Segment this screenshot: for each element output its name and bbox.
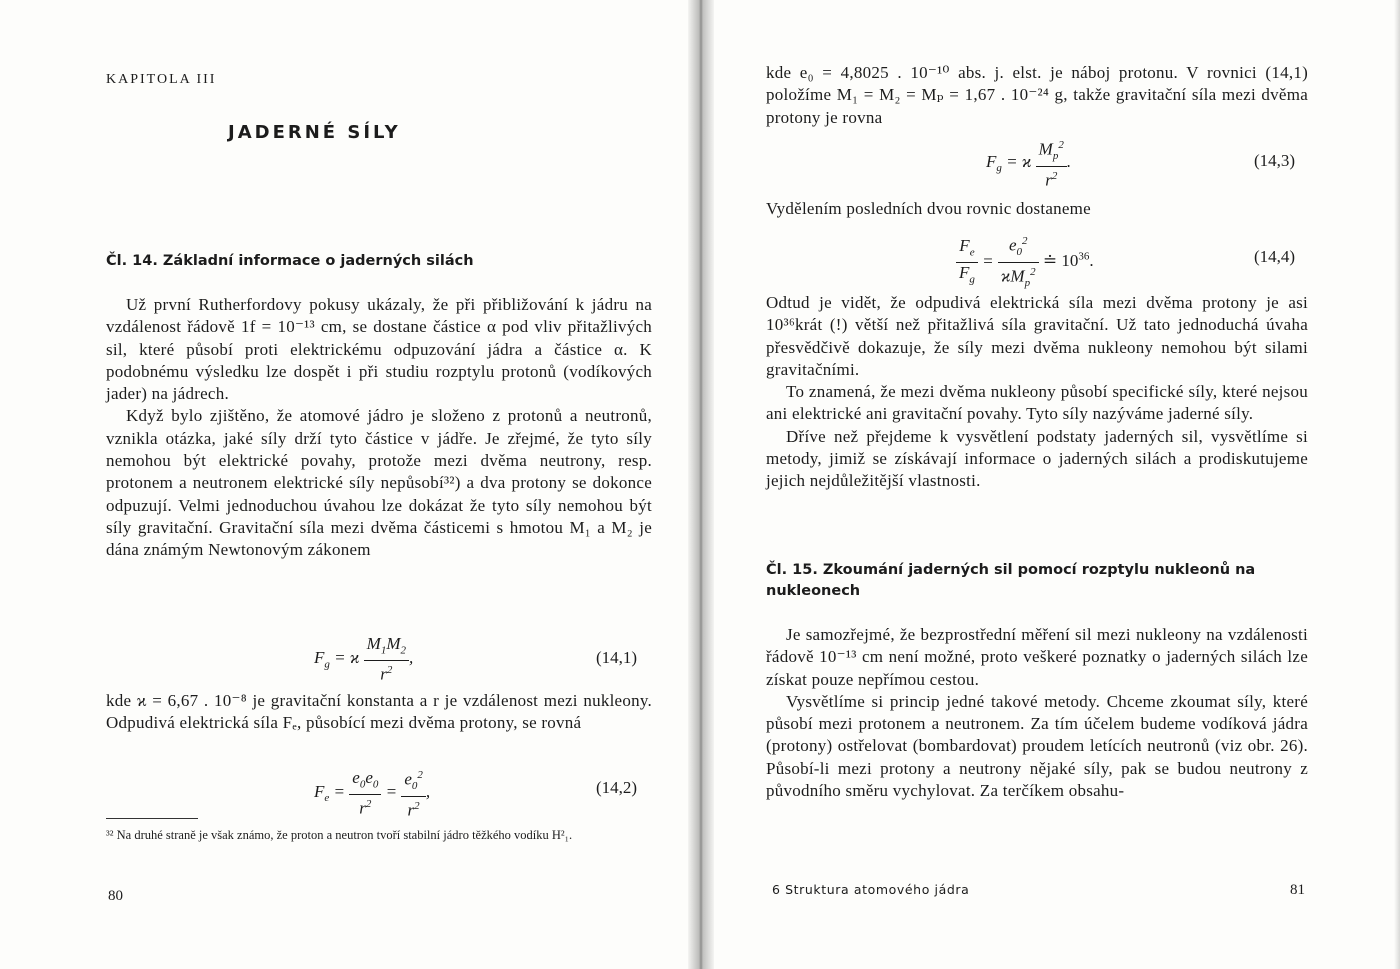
paragraph: Už první Rutherfordovy pokusy ukázaly, že při přibližování k jádru na vzdálenost řádově 1f = 10⁻¹³ cm, se dostane částice α pod vliv přitažlivých sil, které působí proti elektrickému odpuzování jádra a částice α. K podobnému výsledku lze dospět i při studiu rozptylu protonů (vodíkových jader) na jádrech. (106, 295, 652, 404)
paragraph: kde e₀ = 4,8025 . 10⁻¹⁰ abs. j. elst. je náboj protonu. V rovnici (14,1) položíme M₁ = M₂ = Mₚ = 1,67 . 10⁻²⁴ g, takže gravitační síla mezi dvěma protony je rovna (766, 63, 1308, 127)
page-edge-shadow (1394, 0, 1400, 969)
equation-14-4: $\frac{F_e}{F_g}$ = $\frac{e_0^2}{ϰM_p^2}$ ≐ $10^{36}$. (956, 232, 1094, 293)
paragraph: Vydělením posledních dvou rovnic dostaneme (766, 199, 1091, 218)
paragraph: Vysvětlíme si princip jedné takové metody. Chceme zkoumat síly, které působí mezi protonem a neutronem. Za tím účelem budeme vodíková jádra (protony) ostřelovat (bombardovat) proudem letících neutronů (viz obr. 26). Působí-li mezi protony a neutrony nějaké síly, pak se budou neutrony z původního směru vychylovat. Za terčíkem obsahu- (766, 691, 1308, 801)
book-gutter (688, 0, 714, 969)
section-heading-15: Čl. 15. Zkoumání jaderných sil pomocí rozptylu nukleonů na nukleonech (766, 562, 1256, 599)
right-page (700, 0, 1400, 969)
chapter-label: KAPITOLA III (106, 72, 217, 87)
left-text-block-1 (106, 294, 652, 562)
right-text-block-3 (766, 292, 1308, 493)
equation-14-2: $F_e$ = $\frac{e_0e_0}{r^2}$ = $\frac{e_0^2}{r^2}$ , (314, 767, 431, 820)
equation-number: (14,2) (596, 778, 638, 797)
section-heading-14: Čl. 14. Základní informace o jaderných silách (106, 253, 474, 269)
footnote: ³² Na druhé straně je však známo, že proton a neutron tvoří stabilní jádro těžkého vodíku H²₁. (106, 828, 573, 842)
right-text-block-2 (766, 198, 1308, 220)
equation-number: (14,1) (596, 648, 638, 667)
footnote-divider (106, 818, 198, 819)
page-number: 81 (1290, 882, 1305, 898)
paragraph: To znamená, že mezi dvěma nukleony působí specifické síly, které nejsou ani elektrické ani gravitační povahy. Tyto síly nazýváme jaderné síly. (766, 382, 1308, 424)
right-text-block-1 (766, 62, 1308, 129)
left-text-block-2 (106, 690, 652, 735)
paragraph: kde ϰ = 6,67 . 10⁻⁸ je gravitační konstanta a r je vzdálenost mezi nukleony. Odpudivá elektrická síla Fₑ, působící mezi dvěma protony, se rovná (106, 691, 652, 733)
equation-number: (14,4) (1254, 247, 1296, 266)
chapter-title: JADERNÉ SÍLY (228, 122, 401, 143)
right-text-block-4 (766, 624, 1308, 802)
paragraph: Když bylo zjištěno, že atomové jádro je složeno z protonů a neutronů, vznikla otázka, jaké síly drží tyto částice v jádře. Je zřejmé, že tyto síly nemohou být elektrické povahy, protože mezi dvěma neutrony, resp. protonem a neutronem elektrické síly nepůsobí³²) a dva protony se dokonce odpuzují. Velmi jednoduchou úvahou lze dokázat že tyto síly nemohou být síly gravitační. Gravitační síla mezi dvěma částicemi s hmotou M₁ a M₂ je dána známým Newtonovým zákonem (106, 406, 652, 560)
paragraph: Odtud je vidět, že odpudivá elektrická síla mezi dvěma protony je asi 10³⁶krát (!) větší než přitažlivá síla gravitační. Už tato jednoduchá úvaha přesvědčivě dokazuje, že síly mezi dvěma nukleony nemohou být silami gravitačními. (766, 293, 1308, 379)
paragraph: Dříve než přejdeme k vysvětlení podstaty jaderných sil, vysvětlíme si metody, jimiž se získávají informace o jaderných silách a prodiskutujeme jejich nejdůležitější vlastnosti. (766, 426, 1308, 491)
page-number: 80 (108, 888, 123, 904)
printer-signature: 6 Struktura atomového jádra (772, 882, 970, 897)
paragraph: Je samozřejmé, že bezprostřední měření sil mezi nukleony na vzdálenosti řádově 10⁻¹³ cm není možné, proto veškeré poznatky o jaderných silách lze získat pouze nepřímou cestou. (766, 625, 1308, 689)
equation-14-3: $F_g = ϰ$ $\frac{M_p^2}{r^2}$ . (986, 136, 1071, 190)
equation-number: (14,3) (1254, 151, 1296, 170)
equation-14-1: $F_g = ϰ$ $\frac{M_1M_2}{r^2}$ , (314, 634, 414, 685)
